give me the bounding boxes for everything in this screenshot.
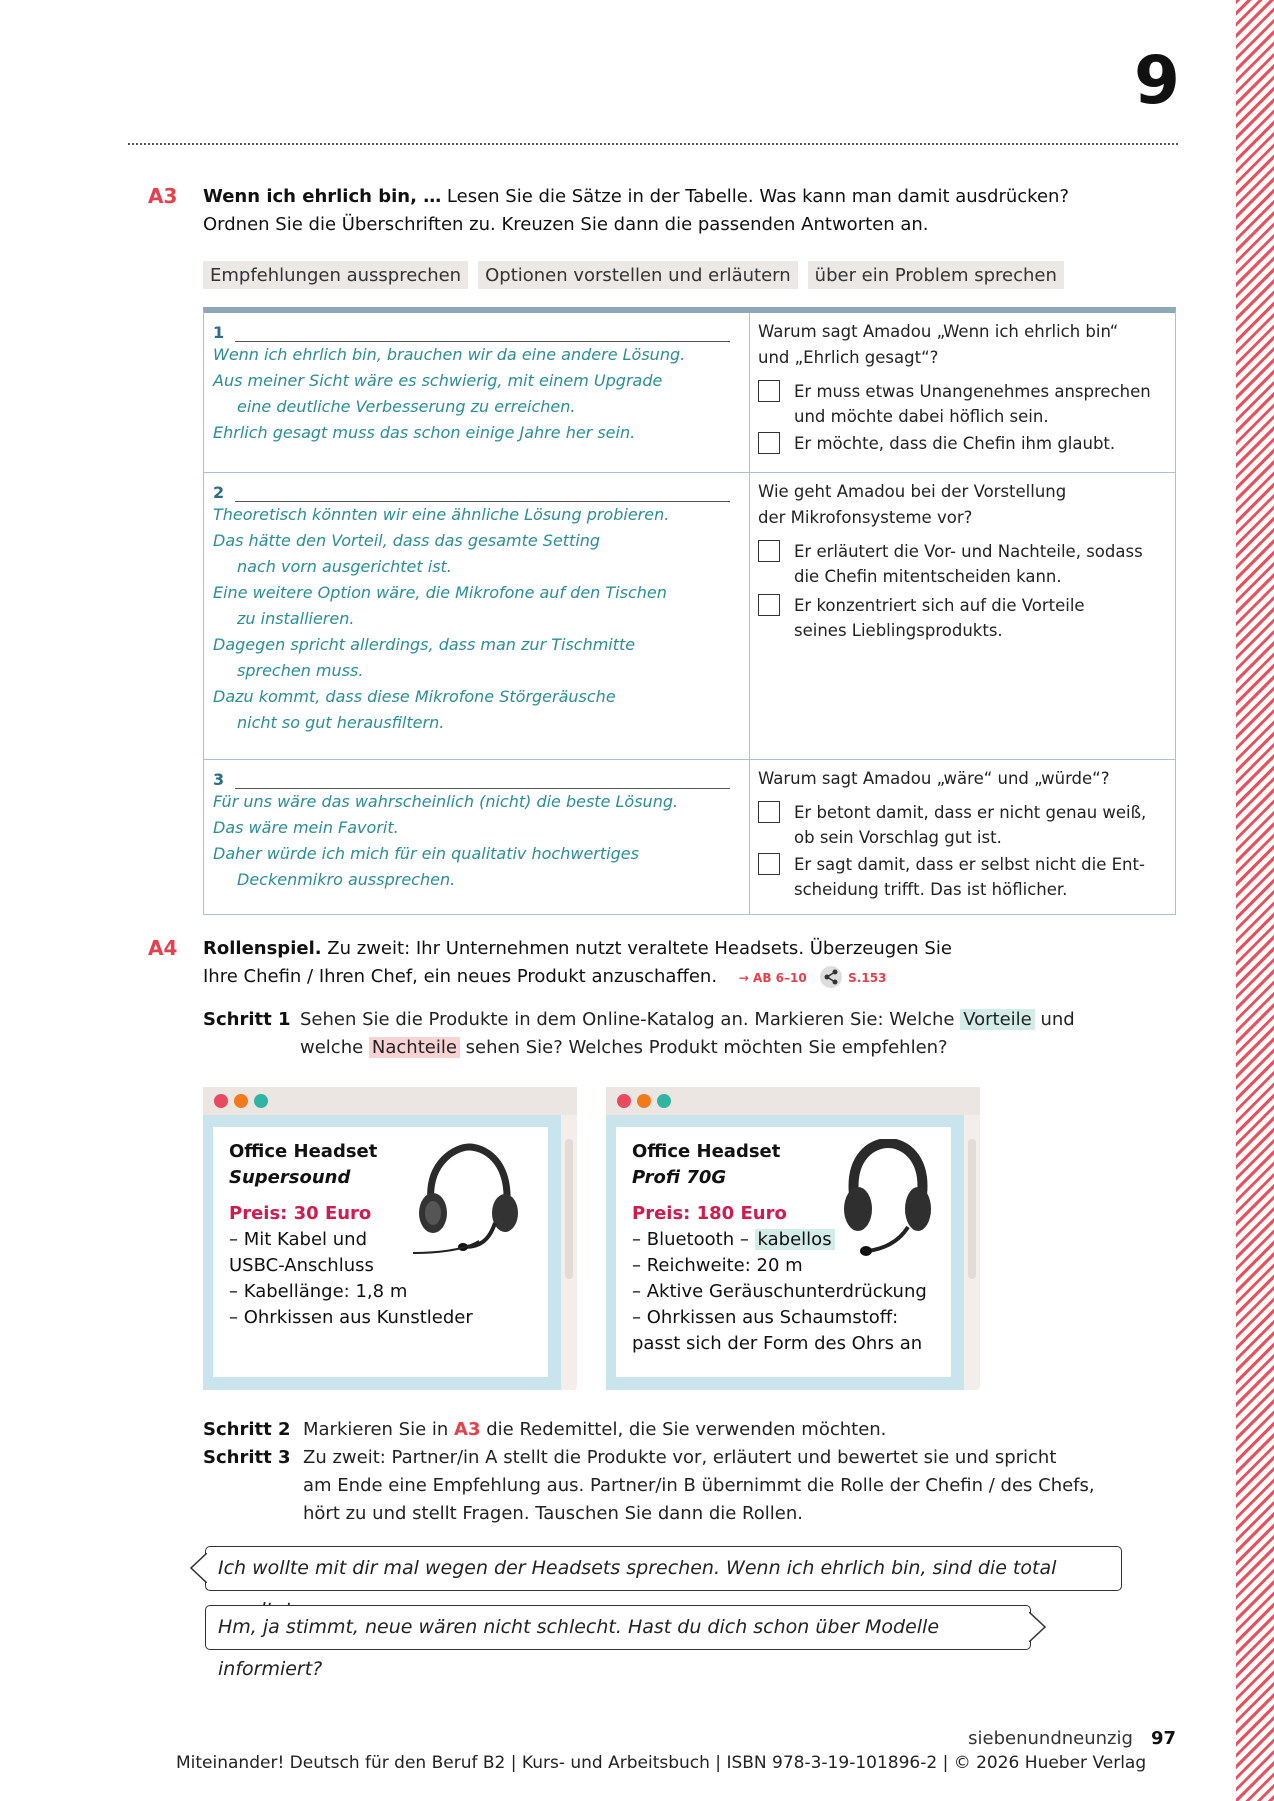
divider [128,143,1178,145]
step-label: Schritt 3 [203,1447,291,1468]
chapter-number: 9 [1134,42,1180,119]
row-2-question [750,473,1175,759]
step-label: Schritt 1 [203,1009,291,1030]
question-line: und „Ehrlich gesagt“? [758,348,939,367]
a4-title: Rollenspiel. [203,938,322,959]
checkbox[interactable] [758,853,780,875]
row-1-question [750,313,1175,472]
table-row-2 [204,473,1175,760]
window-titlebar [203,1087,577,1115]
row-2-phrases [204,473,750,759]
a3-line1: Lesen Sie die Sätze in der Tabelle. Was kann man damit ausdrücken? [441,186,1069,207]
product-price: Preis: 30 Euro [229,1203,372,1224]
phrase: Eine weitere Option wäre, die Mikrofone auf den Tischen [213,583,667,602]
phrase-cont: Deckenmikro aussprechen. [237,870,456,889]
table-row-3 [204,760,1175,915]
close-dot-icon[interactable] [214,1094,228,1108]
feature: – Ohrkissen aus Schaumstoff: [632,1307,899,1328]
phrase: Dazu kommt, dass diese Mikrofone Störgeräusche [213,687,616,706]
answer-option[interactable] [758,593,1167,643]
checkbox[interactable] [758,540,780,562]
option-text: Er betont damit, dass er nicht genau weiß, [794,803,1147,822]
chip-empfehlungen[interactable]: Empfehlungen aussprechen [203,261,468,289]
a4-line2: Ihre Chefin / Ihren Chef, ein neues Produkt anzuschaffen. [203,966,718,987]
option-text: Er möchte, dass die Chefin ihm glaubt. [794,434,1116,453]
option-text: seines Lieblingsprodukts. [794,621,1003,640]
option-text: Er erläutert die Vor- und Nachteile, sodass [794,542,1143,561]
feature: – Reichweite: 20 m [632,1255,803,1276]
phrase-table [203,307,1176,915]
headset-image-icon [842,1139,932,1259]
highlight-kabellos: kabellos [755,1229,835,1250]
a3-line2: Ordnen Sie die Überschriften zu. Kreuzen Sie dann die passenden Antworten an. [203,214,929,235]
question-line: Warum sagt Amadou „Wenn ich ehrlich bin“ [758,322,1119,341]
page-reference[interactable]: S.153 [848,971,887,985]
heading-chips [203,261,1064,289]
step-3 [203,1444,1095,1528]
option-text: die Chefin mitentscheiden kann. [794,567,1062,586]
checkbox[interactable] [758,801,780,823]
highlight-vorteile: Vorteile [960,1009,1035,1030]
bubble-tail-left-icon [190,1553,207,1583]
phrase: Wenn ich ehrlich bin, brauchen wir da eine andere Lösung. [213,345,686,364]
checkbox[interactable] [758,380,780,402]
answer-option[interactable] [758,431,1167,456]
step-label: Schritt 2 [203,1419,291,1440]
headset-image-icon [413,1141,523,1256]
phrase-cont: nach vorn ausgerichtet ist. [237,557,452,576]
row-number: 1 [213,323,225,342]
a4-instructions [203,935,952,992]
task-tag-a4: A4 [148,936,178,960]
browser-frame [606,1115,964,1390]
speech-bubble-2: Hm, ja stimmt, neue wären nicht schlecht. Hast du dich schon über Modelle informiert? [205,1605,1031,1650]
maximize-dot-icon[interactable] [254,1094,268,1108]
heading-answer-line-1[interactable] [235,326,730,342]
step-text: die Redemittel, die Sie verwenden möchten. [480,1419,887,1440]
window-titlebar [606,1087,980,1115]
phrase: Aus meiner Sicht wäre es schwierig, mit einem Upgrade [213,371,663,390]
option-text: Er sagt damit, dass er selbst nicht die Ent- [794,855,1145,874]
product-card [213,1127,548,1377]
feature: – Bluetooth – [632,1229,755,1250]
product-name: Office Headset [632,1141,781,1162]
minimize-dot-icon[interactable] [637,1094,651,1108]
phrase-cont: eine deutliche Verbesserung zu erreichen. [237,397,576,416]
phrase: Das hätte den Vorteil, dass das gesamte Setting [213,531,601,550]
step-text: Markieren Sie in [303,1419,455,1440]
step-text: welche [300,1037,369,1058]
table-row-1 [204,313,1175,473]
phrase: Dagegen spricht allerdings, dass man zur Tischmitte [213,635,636,654]
phrase: Ehrlich gesagt muss das schon einige Jahre her sein. [213,423,636,442]
option-text: Er muss etwas Unangenehmes ansprechen [794,382,1151,401]
answer-option[interactable] [758,379,1167,429]
row-3-question [750,760,1175,915]
page-number: 97 [1150,1728,1176,1749]
share-icon[interactable] [820,966,842,988]
answer-option[interactable] [758,539,1167,589]
step-text: hört zu und stellt Fragen. Tauschen Sie dann die Rollen. [303,1503,803,1524]
step-1 [203,1006,1075,1062]
feature-cont: USBC-Anschluss [229,1255,374,1276]
row-1-phrases [204,313,750,472]
step-text: und [1034,1009,1075,1030]
phrase: Das wäre mein Favorit. [213,818,399,837]
product-name: Office Headset [229,1141,378,1162]
product-price: Preis: 180 Euro [632,1203,787,1224]
question-line: Warum sagt Amadou „wäre“ und „würde“? [758,769,1110,788]
feature: – Mit Kabel und [229,1229,368,1250]
feature-cont: passt sich der Form des Ohrs an [632,1333,923,1354]
question-line: Wie geht Amadou bei der Vorstellung [758,482,1067,501]
chip-optionen[interactable]: Optionen vorstellen und erläutern [478,261,798,289]
checkbox[interactable] [758,594,780,616]
heading-answer-line-2[interactable] [235,486,730,502]
row-number: 2 [213,483,225,502]
task-tag-a3: A3 [148,184,178,208]
a3-title: Wenn ich ehrlich bin, … [203,186,442,207]
option-text: und möchte dabei höflich sein. [794,407,1049,426]
chip-problem[interactable]: über ein Problem sprechen [808,261,1064,289]
phrase: Für uns wäre das wahrscheinlich (nicht) die beste Lösung. [213,792,679,811]
browser-frame [203,1115,561,1390]
feature: – Ohrkissen aus Kunstleder [229,1307,473,1328]
product-window-2 [606,1087,980,1390]
step-ref: A3 [454,1419,481,1440]
step-text: Sehen Sie die Produkte in dem Online-Katalog an. Markieren Sie: Welche [300,1009,961,1030]
step-text: am Ende eine Empfehlung aus. Partner/in B übernimmt die Rolle der Chefin / des Chefs, [303,1475,1095,1496]
row-number: 3 [213,770,225,789]
decorative-stripe [1236,0,1274,1801]
maximize-dot-icon[interactable] [657,1094,671,1108]
bubble-tail-right-icon [1029,1612,1047,1642]
option-text: ob sein Vorschlag gut ist. [794,828,1002,847]
answer-option[interactable] [758,800,1167,850]
close-dot-icon[interactable] [617,1094,631,1108]
step-2 [203,1416,886,1444]
feature: – Aktive Geräuschunterdrückung [632,1281,927,1302]
product-model: Supersound [229,1167,351,1188]
option-text: Er konzentriert sich auf die Vorteile [794,596,1085,615]
a3-instructions [203,183,1069,239]
heading-answer-line-3[interactable] [235,773,730,789]
phrase: Theoretisch könnten wir eine ähnliche Lösung probieren. [213,505,670,524]
phrase-cont: sprechen muss. [237,661,364,680]
workbook-reference[interactable]: → AB 6–10 [738,971,807,985]
speech-bubble-1: Ich wollte mit dir mal wegen der Headsets sprechen. Wenn ich ehrlich bin, sind die total [205,1546,1122,1591]
phrase-cont: zu installieren. [237,609,355,628]
option-text: scheidung trifft. Das ist höflicher. [794,880,1068,899]
scrollbar[interactable] [968,1139,976,1279]
page-number-area [968,1728,1176,1749]
product-window-1 [203,1087,577,1390]
footer-credit: Miteinander! Deutsch für den Beruf B2 | Kurs- und Arbeitsbuch | ISBN 978-3-19-101896-2 | © 2026 Hueber Verlag [176,1753,1147,1773]
page-word: siebenundneunzig [968,1728,1133,1749]
row-3-phrases [204,760,750,915]
phrase-cont: nicht so gut herausfiltern. [237,713,445,732]
minimize-dot-icon[interactable] [234,1094,248,1108]
phrase: Daher würde ich mich für ein qualitativ hochwertiges [213,844,639,863]
highlight-nachteile: Nachteile [369,1037,460,1058]
question-line: der Mikrofonsysteme vor? [758,508,973,527]
checkbox[interactable] [758,432,780,454]
product-card [616,1127,951,1377]
feature: – Kabellänge: 1,8 m [229,1281,408,1302]
product-model: Profi 70G [632,1167,727,1188]
answer-option[interactable] [758,852,1167,902]
a4-line1: Zu zweit: Ihr Unternehmen nutzt veraltete Headsets. Überzeugen Sie [321,938,952,959]
step-text: sehen Sie? Welches Produkt möchten Sie empfehlen? [459,1037,948,1058]
scrollbar[interactable] [565,1139,573,1279]
step-text: Zu zweit: Partner/in A stellt die Produkte vor, erläutert und bewertet sie und spricht [303,1447,1057,1468]
